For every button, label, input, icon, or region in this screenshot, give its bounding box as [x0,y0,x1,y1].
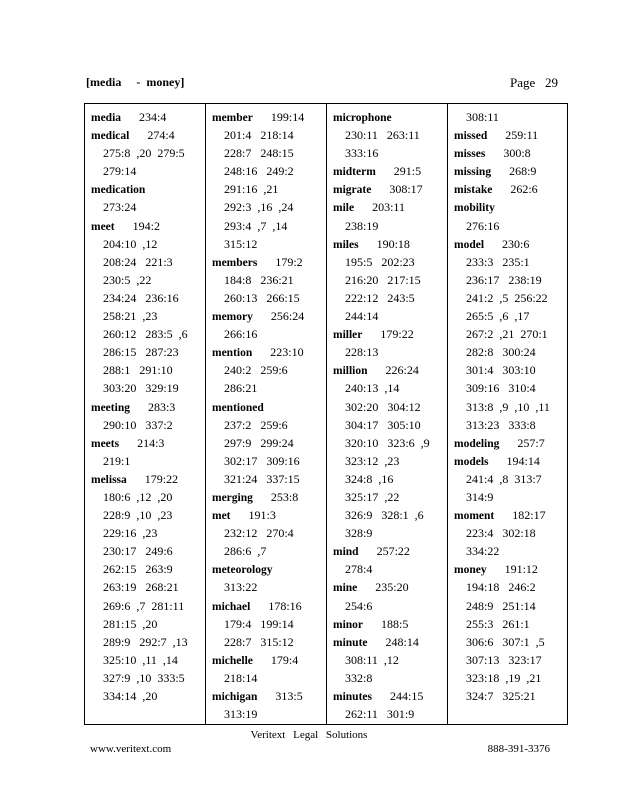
page-line-refs: 313:23 333:8 [466,417,536,432]
page-line-refs: 248:16 249:2 [224,164,294,179]
page-line-ref: 256:24 [270,309,305,324]
page-line-refs: 307:13 323:17 [466,652,542,667]
page-line-refs: 255:3 261:1 [466,616,530,631]
index-entry [333,198,447,216]
page-line-refs: 315:12 [224,236,258,251]
page-line-refs: 308:11 [466,110,499,124]
page-line-refs: 302:17 309:16 [224,453,300,468]
index-entry [454,162,567,180]
page-line-refs: 262:11 301:9 [345,707,415,722]
page-line-ref: 190:18 [376,236,410,251]
index-entry [454,452,567,470]
index-entry [212,488,326,506]
index-term: michigan [212,691,258,703]
page-line-refs: 313:8 ,9 ,10 ,11 [466,399,550,414]
page-line-refs: 230:5 ,22 [103,272,152,287]
page-line-refs: 237:2 259:6 [224,417,288,432]
page-line-refs: 258:21 ,23 [103,309,158,324]
index-term: meet [91,220,115,233]
index-term: miller [333,329,363,342]
index-entry [333,235,447,253]
index-term: members [212,256,258,269]
index-range-header: [media - money] [86,75,185,89]
index-entry [91,217,205,235]
page-line-ref: 191:3 [248,508,276,523]
page-line-ref: 257:22 [376,544,410,559]
index-column-1 [85,104,206,724]
index-entry [212,398,326,416]
page-line-ref: 226:24 [385,363,419,378]
footer-website: www.veritext.com [90,743,172,755]
index-entry [212,687,326,705]
index-entry [454,235,567,253]
index-term: melissa [91,473,127,486]
index-term: memory [212,311,253,324]
index-entry [212,597,326,615]
index-term: midterm [333,166,376,179]
index-entry [333,633,447,651]
page-line-refs: 282:8 300:24 [466,345,536,360]
page-line-ref: 223:10 [270,345,304,360]
page-line-ref: 244:15 [389,689,424,703]
index-table [84,103,568,725]
index-term: michelle [212,654,253,667]
page-line-refs: 229:16 ,23 [103,526,158,541]
index-term: minute [333,636,368,649]
page-line-refs: 260:13 266:15 [224,290,300,305]
index-entry [91,398,205,416]
page-line-refs: 308:11 ,12 [345,652,399,667]
page-line-refs: 267:2 ,21 270:1 [466,327,548,342]
page-line-refs: 208:24 221:3 [103,254,173,269]
page-indicator [510,75,558,91]
page-line-refs: 326:9 328:1 ,6 [345,508,424,523]
index-entry [91,434,205,452]
page-line-refs: 263:19 268:21 [103,580,179,595]
page-line-ref: 199:14 [270,110,305,124]
page-line-ref: 259:11 [505,128,539,143]
page-line-ref: 194:14 [506,453,540,468]
page-line-ref: 234:4 [139,110,167,124]
index-entry [333,108,447,126]
page-line-ref: 179:22 [144,471,179,486]
index-term: model [454,238,485,251]
index-entry [91,108,205,126]
page-line-ref: 178:16 [268,598,302,613]
page-line-refs: 286:6 ,7 [224,544,267,559]
page-line-refs: 334:14 ,20 [103,689,158,703]
page-line-refs: 222:12 243:5 [345,290,415,305]
page-line-refs: 286:15 287:23 [103,345,179,360]
page-line-ref: 230:6 [502,236,530,251]
page-line-refs: 238:19 [345,218,379,233]
index-entry [333,615,447,633]
page-line-refs: 332:8 [345,670,373,685]
page-line-refs: 184:8 236:21 [224,272,294,287]
page-line-refs: 313:22 [224,580,258,595]
index-entry [454,506,567,524]
page-line-ref: 274:4 [147,128,175,143]
page-line-refs: 320:10 323:6 ,9 [345,435,430,450]
index-term: migrate [333,184,372,197]
page-line-refs: 195:5 202:23 [345,254,415,269]
page-line-refs: 232:12 270:4 [224,526,294,541]
index-column-2 [206,104,327,724]
page-line-ref: 253:8 [270,489,299,504]
page-line-refs: 313:19 [224,707,258,722]
index-entry [333,162,447,180]
page-line-refs: 204:10 ,12 [103,236,158,251]
page-line-refs: 219:1 [103,453,131,468]
page-line-ref: 182:17 [512,508,546,523]
page-line-refs: 228:7 248:15 [224,146,294,161]
page-line-refs: 216:20 217:15 [345,272,421,287]
page-line-refs: 324:8 ,16 [345,471,394,486]
page-line-refs: 240:2 259:6 [224,363,288,378]
page-line-ref: 291:5 [393,164,422,179]
index-entry [333,687,447,705]
page-line-refs: 180:6 ,12 ,20 [103,489,173,504]
index-term: missed [454,130,488,143]
index-term: minor [333,618,364,631]
index-term: missing [454,166,492,179]
index-column-3 [327,104,448,724]
page-line-refs: 236:17 238:19 [466,272,542,287]
index-entry [454,180,567,198]
index-entry [454,560,567,578]
index-entry [333,325,447,343]
page-line-ref: 283:3 [147,399,176,414]
footer-phone: 888-391-3376 [487,743,550,755]
index-term: medication [91,184,146,197]
page-line-refs: 228:13 [345,345,379,360]
index-column-4 [448,104,567,724]
index-entry [212,307,326,325]
page-line-refs: 290:10 337:2 [103,417,173,432]
page-line-refs: 230:17 249:6 [103,544,173,559]
index-term: michael [212,600,251,613]
page-line-refs: 230:11 263:11 [345,128,420,143]
page-line-refs: 291:16 ,21 [224,182,279,197]
page-line-refs: 279:14 [103,164,137,179]
page-line-refs: 321:24 337:15 [224,471,300,486]
index-term: moment [454,510,495,523]
page-line-refs: 228:7 315:12 [224,634,294,649]
index-term: meteorology [212,564,273,577]
page-line-refs: 273:24 [103,200,137,215]
index-entry [333,542,447,560]
page-line-ref: 188:5 [381,616,409,631]
index-term: models [454,455,489,468]
index-term: million [333,365,368,378]
index-entry [454,144,567,162]
page-line-refs: 179:4 199:14 [224,616,294,631]
footer-company: Veritext Legal Solutions [250,729,368,741]
page-line-refs: 314:9 [466,489,494,504]
index-entry [333,578,447,596]
page-line-refs: 248:9 251:14 [466,598,536,613]
page-line-refs: 240:13 ,14 [345,381,400,396]
page-line-refs: 325:17 ,22 [345,489,400,504]
index-entry [454,434,567,452]
page-line-refs: 260:12 283:5 ,6 [103,327,188,342]
index-term: member [212,112,253,124]
page-line-refs: 275:8 ,20 279:5 [103,146,185,161]
page-line-ref: 235:20 [375,580,409,595]
index-entry [91,180,205,198]
page-line-refs: 292:3 ,16 ,24 [224,200,294,215]
page-line-refs: 244:14 [345,309,379,324]
page-line-refs: 241:2 ,5 256:22 [466,290,548,305]
index-entry [212,108,326,126]
index-term: meeting [91,401,130,414]
page-line-refs: 278:4 [345,562,373,577]
page-line-refs: 269:6 ,7 281:11 [103,598,185,613]
index-term: money [454,564,487,577]
page-line-refs: 281:15 ,20 [103,616,158,631]
page-line-ref: 308:17 [389,182,423,197]
index-term: mind [333,546,359,559]
page-line-ref: 179:22 [380,327,414,342]
index-term: microphone [333,112,392,124]
page-line-refs: 309:16 310:4 [466,381,536,396]
page-line-refs: 289:9 292:7 ,13 [103,634,188,649]
page-line-refs: 265:5 ,6 ,17 [466,309,530,324]
page-line-refs: 325:10 ,11 ,14 [103,652,178,667]
index-entry [91,126,205,144]
page-line-ref: 179:4 [270,652,299,667]
index-entry [454,126,567,144]
page-line-refs: 301:4 303:10 [466,363,536,378]
page-line-refs: 233:3 235:1 [466,254,530,269]
index-entry [212,506,326,524]
index-entry [91,470,205,488]
index-term: mile [333,202,355,215]
page-line-refs: 262:15 263:9 [103,562,173,577]
page-line-refs: 228:9 ,10 ,23 [103,508,173,523]
page-line-refs: 288:1 291:10 [103,363,173,378]
index-term: media [91,112,122,124]
page-line-refs: 241:4 ,8 313:7 [466,471,542,486]
page-line-refs: 323:12 ,23 [345,453,400,468]
index-entry [212,253,326,271]
page-label: Page [509,75,536,90]
index-entry [333,361,447,379]
index-term: medical [91,130,130,143]
page-number: 29 [545,75,558,90]
page-line-ref: 262:6 [510,182,538,197]
index-term: mention [212,347,253,360]
page-line-refs: 266:16 [224,327,258,342]
index-term: meets [91,437,120,450]
index-term: mentioned [212,401,264,414]
page-line-refs: 334:22 [466,544,500,559]
index-term: mine [333,582,358,595]
index-term: mobility [454,202,495,215]
page-line-ref: 214:3 [137,435,165,450]
page-line-refs: 302:20 304:12 [345,399,421,414]
page-line-refs: 323:18 ,19 ,21 [466,670,542,685]
index-term: modeling [454,437,500,450]
page-line-ref: 268:9 [509,164,537,179]
page-line-ref: 300:8 [503,146,531,161]
page-line-refs: 234:24 236:16 [103,290,179,305]
page-line-ref: 179:2 [275,254,303,269]
page-line-refs: 327:9 ,10 333:5 [103,670,185,685]
page-line-refs: 306:6 307:1 ,5 [466,634,545,649]
page-line-ref: 203:11 [372,200,405,215]
index-entry [212,651,326,669]
page-line-refs: 254:6 [345,598,373,613]
page-line-refs: 303:20 329:19 [103,381,179,396]
page-line-refs: 333:16 [345,146,379,161]
page-line-refs: 293:4 ,7 ,14 [224,218,288,233]
page-line-refs: 286:21 [224,381,258,396]
index-entry [454,198,567,216]
index-entry [333,180,447,198]
index-term: minutes [333,691,372,703]
page-line-refs: 218:14 [224,670,258,685]
page-line-refs: 223:4 302:18 [466,526,536,541]
index-term: mistake [454,184,493,197]
page-line-refs: 276:16 [466,218,500,233]
page-line-refs: 201:4 218:14 [224,128,294,143]
page-line-refs: 194:18 246:2 [466,580,536,595]
index-entry [212,343,326,361]
page-line-ref: 248:14 [385,634,419,649]
page-line-ref: 191:12 [504,562,538,577]
page-line-refs: 324:7 325:21 [466,689,536,703]
page-line-ref: 194:2 [132,218,160,233]
page-line-ref: 313:5 [275,689,303,703]
index-term: misses [454,148,486,161]
page-line-ref: 257:7 [517,435,545,450]
index-entry [212,560,326,578]
page-line-refs: 328:9 [345,526,373,541]
page-line-refs: 297:9 299:24 [224,435,294,450]
page-line-refs: 304:17 305:10 [345,417,421,432]
index-term: met [212,510,231,523]
index-term: miles [333,238,359,251]
index-term: merging [212,491,253,504]
